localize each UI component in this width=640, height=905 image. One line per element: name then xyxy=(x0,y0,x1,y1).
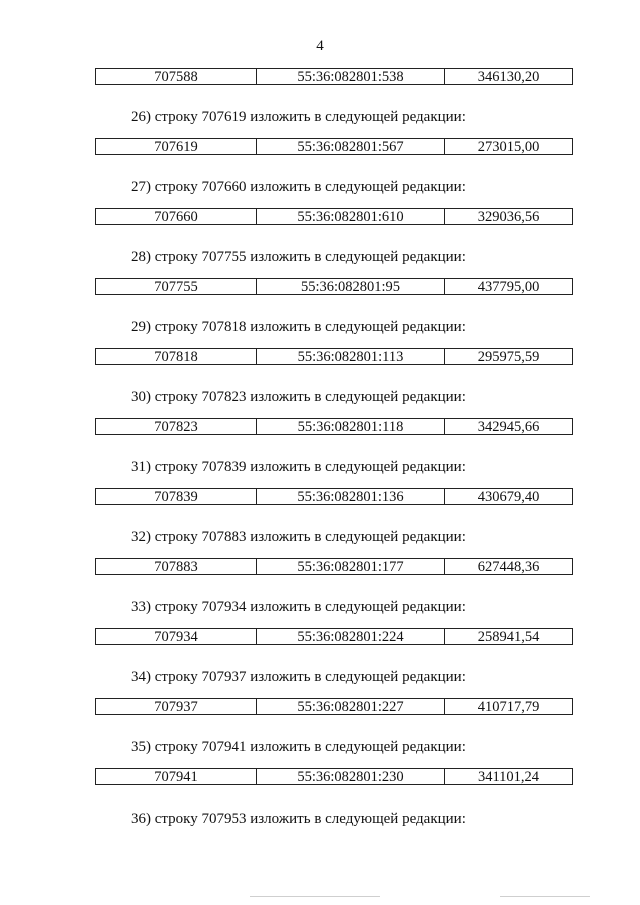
amount-cell: 295975,59 xyxy=(477,349,540,364)
amount-cell: 329036,56 xyxy=(477,209,540,224)
instruction-text: 32) строку 707883 изложить в следующей редакции: xyxy=(131,529,466,545)
amount-cell: 430679,40 xyxy=(477,489,540,504)
amendment-block xyxy=(0,348,640,418)
instruction-text: 31) строку 707839 изложить в следующей редакции: xyxy=(131,459,466,475)
code-cell: 707934 xyxy=(96,629,257,644)
document-body xyxy=(0,68,640,838)
table-row xyxy=(95,768,573,785)
instruction-text: 33) строку 707934 изложить в следующей редакции: xyxy=(131,599,466,615)
code-cell: 707588 xyxy=(96,69,257,84)
footer-scan-mark xyxy=(250,896,380,897)
code-cell: 707839 xyxy=(96,489,257,504)
footer-scan-mark xyxy=(500,896,590,897)
table-row xyxy=(95,628,573,645)
table-row xyxy=(95,558,573,575)
cadastral-number-cell: 55:36:082801:136 xyxy=(257,489,445,504)
cadastral-number-cell: 55:36:082801:95 xyxy=(257,279,445,294)
code-cell: 707823 xyxy=(96,419,257,434)
amendment-block xyxy=(0,208,640,278)
amount-cell: 627448,36 xyxy=(477,559,540,574)
amendment-block xyxy=(0,698,640,768)
instruction-text: 29) строку 707818 изложить в следующей редакции: xyxy=(131,319,466,335)
instruction-text: 34) строку 707937 изложить в следующей редакции: xyxy=(131,669,466,685)
amendment-block xyxy=(0,488,640,558)
code-cell: 707660 xyxy=(96,209,257,224)
amendment-block xyxy=(0,278,640,348)
table-row xyxy=(95,208,573,225)
code-cell: 707619 xyxy=(96,139,257,154)
instruction-text: 36) строку 707953 изложить в следующей редакции: xyxy=(131,811,466,827)
instruction-text: 26) строку 707619 изложить в следующей редакции: xyxy=(131,109,466,125)
instruction-text: 30) строку 707823 изложить в следующей редакции: xyxy=(131,389,466,405)
amount-cell: 437795,00 xyxy=(477,279,540,294)
page-number: 4 xyxy=(316,38,324,54)
cadastral-number-cell: 55:36:082801:118 xyxy=(257,419,445,434)
code-cell: 707818 xyxy=(96,349,257,364)
cadastral-number-cell: 55:36:082801:227 xyxy=(257,699,445,714)
cadastral-number-cell: 55:36:082801:113 xyxy=(257,349,445,364)
amendment-block xyxy=(0,628,640,698)
code-cell: 707937 xyxy=(96,699,257,714)
table-row xyxy=(95,488,573,505)
table-row xyxy=(95,138,573,155)
cadastral-number-cell: 55:36:082801:538 xyxy=(257,69,445,84)
table-row xyxy=(95,418,573,435)
table-row xyxy=(95,68,573,85)
cadastral-number-cell: 55:36:082801:230 xyxy=(257,769,445,784)
cadastral-number-cell: 55:36:082801:610 xyxy=(257,209,445,224)
cadastral-number-cell: 55:36:082801:224 xyxy=(257,629,445,644)
amendment-block xyxy=(0,558,640,628)
amount-cell: 258941,54 xyxy=(477,629,540,644)
code-cell: 707883 xyxy=(96,559,257,574)
code-cell: 707941 xyxy=(96,769,257,784)
amount-cell: 346130,20 xyxy=(477,69,540,84)
table-row xyxy=(95,348,573,365)
amount-cell: 341101,24 xyxy=(477,769,540,784)
instruction-text: 28) строку 707755 изложить в следующей редакции: xyxy=(131,249,466,265)
amount-cell: 273015,00 xyxy=(477,139,540,154)
amount-cell: 342945,66 xyxy=(477,419,540,434)
amendment-block xyxy=(0,418,640,488)
code-cell: 707755 xyxy=(96,279,257,294)
table-row xyxy=(95,278,573,295)
instruction-text: 35) строку 707941 изложить в следующей редакции: xyxy=(131,739,466,755)
instruction-text: 27) строку 707660 изложить в следующей редакции: xyxy=(131,179,466,195)
amount-cell: 410717,79 xyxy=(477,699,540,714)
amendment-block xyxy=(0,138,640,208)
cadastral-number-cell: 55:36:082801:567 xyxy=(257,139,445,154)
amendment-block xyxy=(0,68,640,138)
cadastral-number-cell: 55:36:082801:177 xyxy=(257,559,445,574)
table-row xyxy=(95,698,573,715)
